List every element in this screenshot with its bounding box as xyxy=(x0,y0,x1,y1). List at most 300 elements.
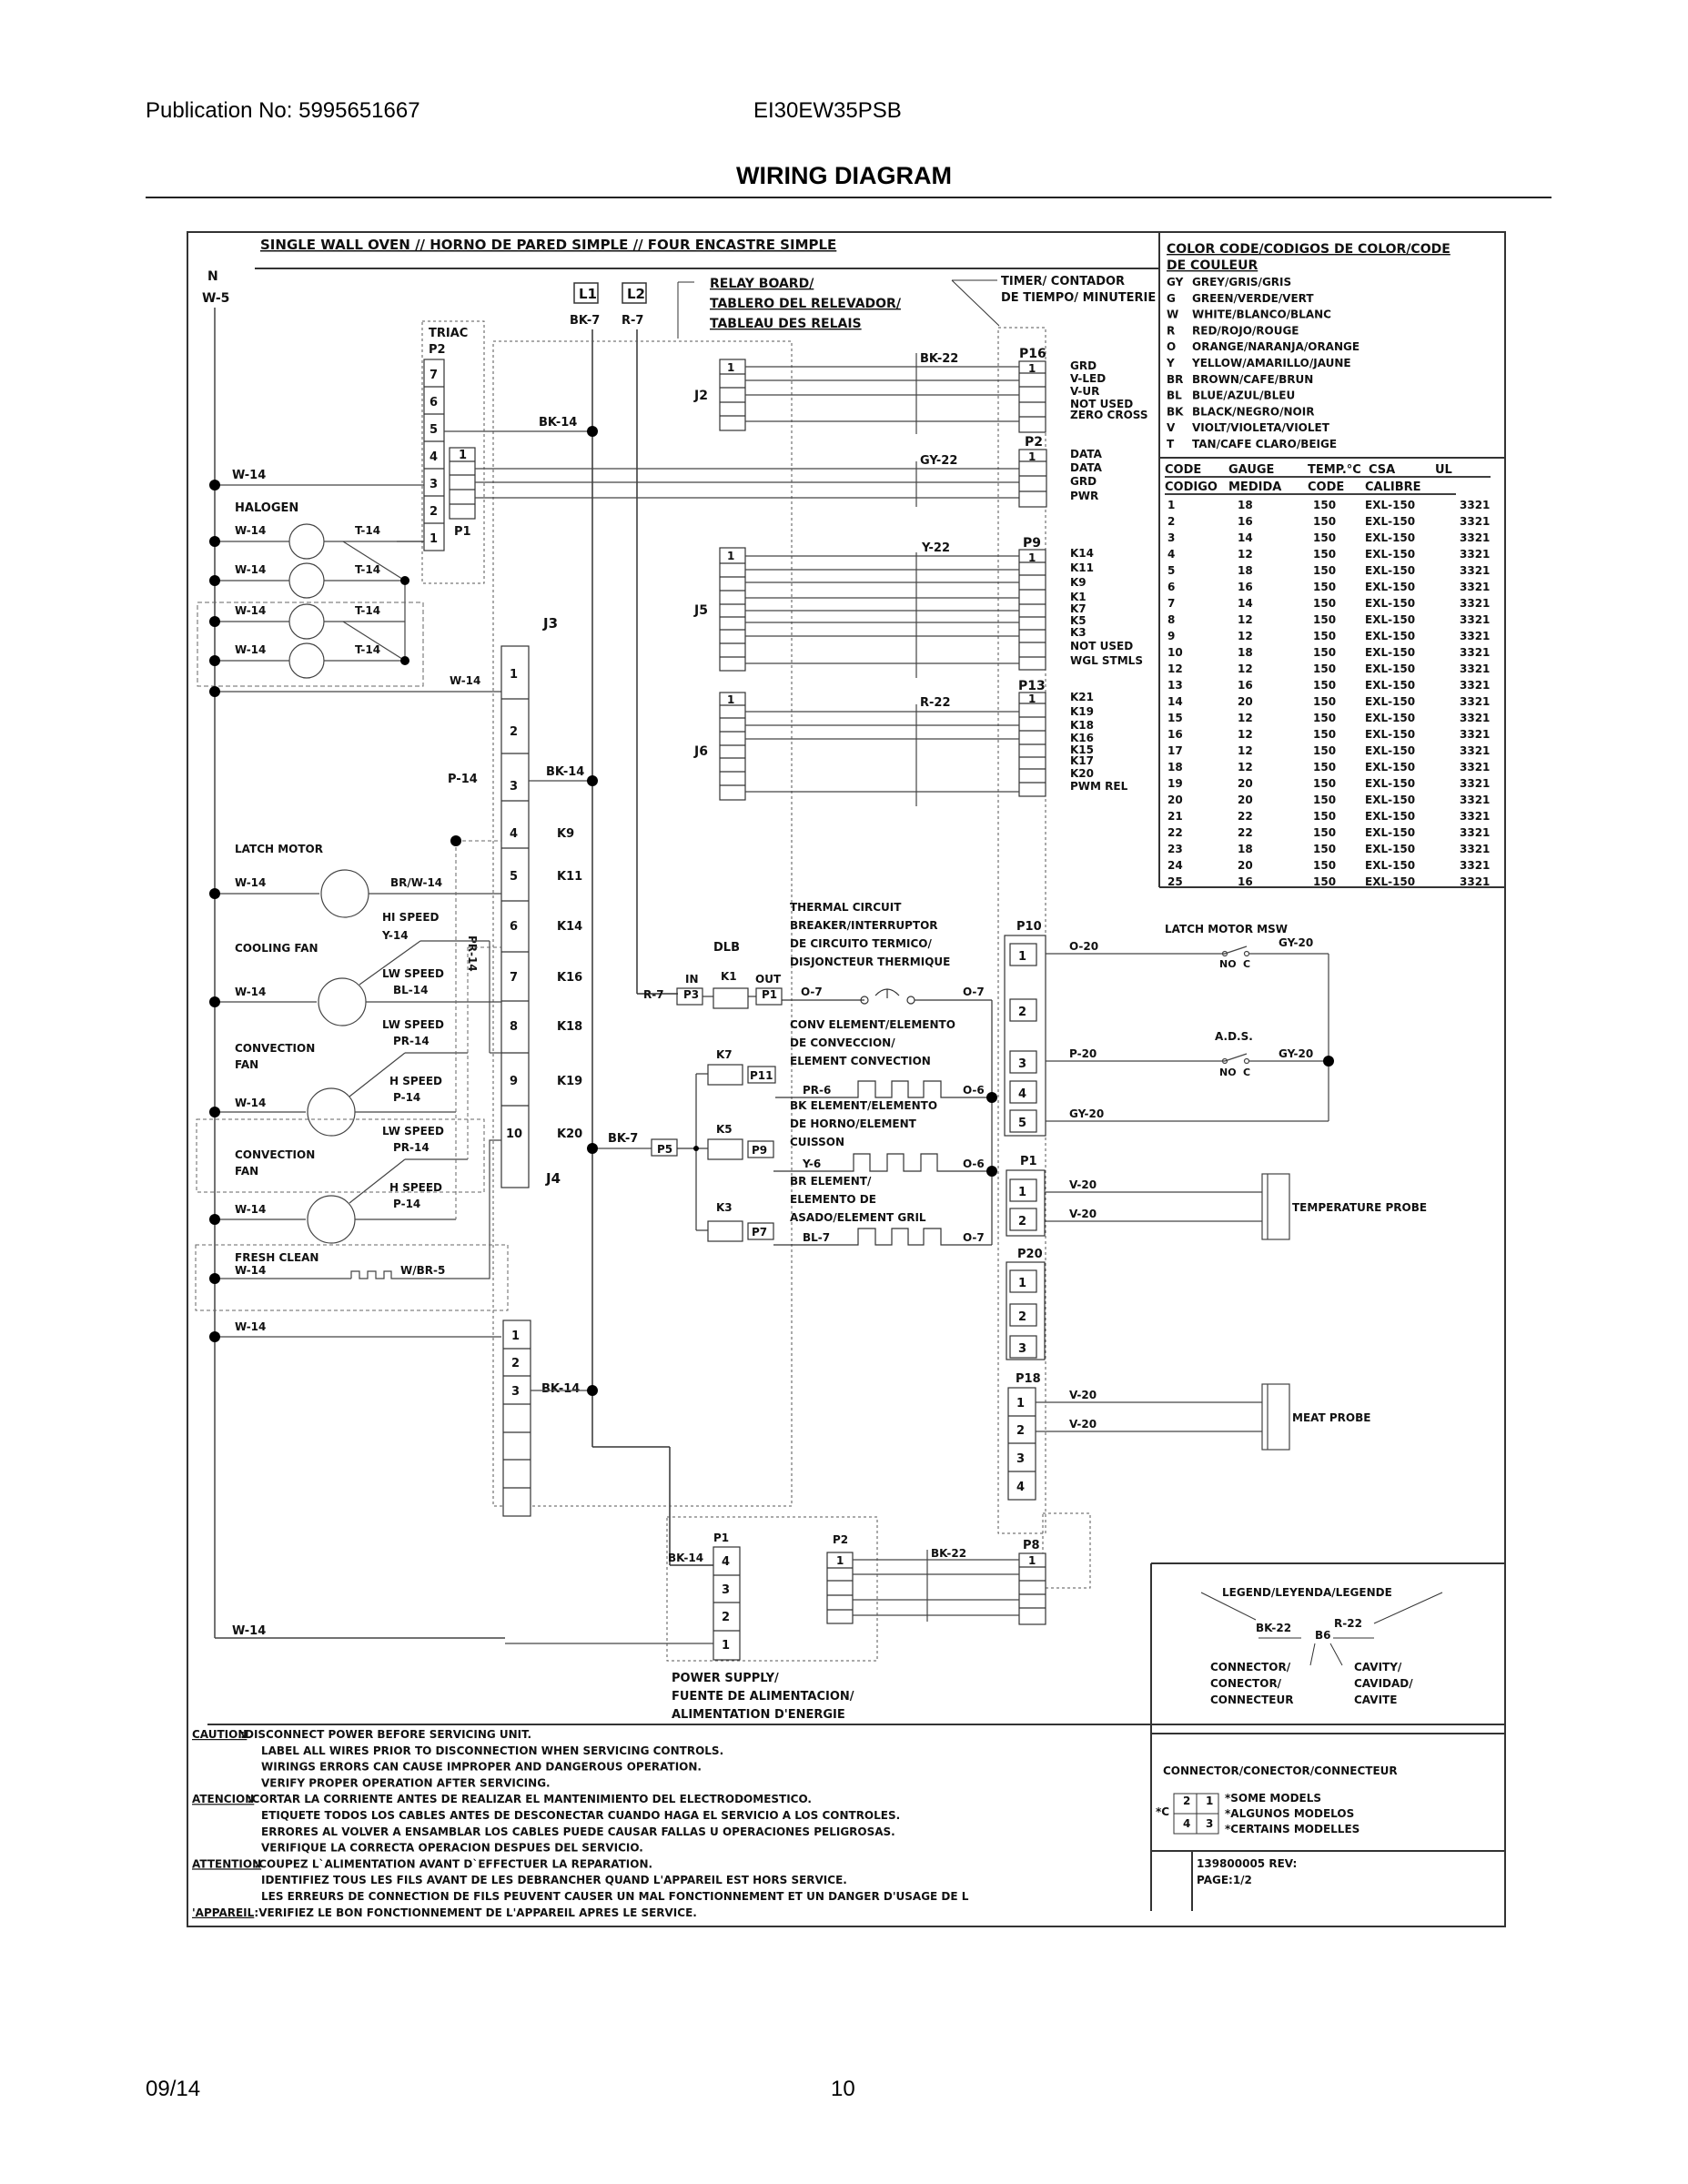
label-diagram-halogen-right_wire: T-14 xyxy=(355,604,381,617)
label-diagram-j3-relays-5: K14 xyxy=(557,920,583,934)
label-legend-cavity-0: CAVITY/ xyxy=(1354,1661,1402,1673)
label-diagram-p18-pins-0: 1 xyxy=(1016,1397,1026,1410)
label-diagram-j3-pins-9: 10 xyxy=(506,1127,523,1141)
label-diagram-halogen-left_wire: W-14 xyxy=(235,524,267,537)
label-diagram-cooling_fan-lw_label: LW SPEED xyxy=(382,967,444,980)
label-diagram-dlb-p_out: P1 xyxy=(762,988,778,1001)
gauge-value: 16 xyxy=(1238,875,1253,888)
label-diagram-br_element-lines-2: ASADO/ELEMENT GRIL xyxy=(790,1211,926,1224)
gauge-value: 12 xyxy=(1238,728,1253,741)
label-diagram-wire_labels-bk22: BK-22 xyxy=(920,352,959,366)
label-diagram-p2_timer-signals-1: DATA xyxy=(1070,461,1102,474)
color-code-key: BK xyxy=(1167,405,1184,419)
color-code-key: V xyxy=(1167,421,1176,435)
label-diagram-wire_labels-bk22: BK-22 xyxy=(931,1547,967,1560)
label-diagram-conv_element-lines-1: DE CONVECCION/ xyxy=(790,1036,895,1049)
label-diagram-wire_labels-y22: Y-22 xyxy=(922,541,950,555)
color-code-name: RED/ROJO/ROUGE xyxy=(1192,324,1299,338)
label-diagram-dlb-p_in: P3 xyxy=(683,988,700,1001)
label-diagram-bk_element-conn: P9 xyxy=(752,1144,768,1157)
label-diagram-triac-pins-1: 6 xyxy=(430,396,439,410)
label-diagram-wire_labels-bk14: BK-14 xyxy=(541,1382,581,1396)
gauge-code: 14 xyxy=(1167,695,1183,708)
label-legend-connector-2: CONNECTEUR xyxy=(1210,1694,1294,1706)
label-diagram-power_supply-p2_first: 1 xyxy=(836,1554,844,1567)
label-diagram-relay_board-2: TABLEAU DES RELAIS xyxy=(710,317,862,331)
ul-value: 3321 xyxy=(1460,695,1491,708)
color-code-key: W xyxy=(1167,308,1179,321)
label-diagram-j3-pins-0: 1 xyxy=(510,668,519,682)
gauge-code: 5 xyxy=(1167,564,1176,577)
csa-value: EXL-150 xyxy=(1365,515,1416,528)
label-diagram-bk_element-lines-2: CUISSON xyxy=(790,1136,845,1148)
ul-value: 3321 xyxy=(1460,712,1491,724)
label-diagram-cooling_fan-title: COOLING FAN xyxy=(235,942,318,955)
caution-line: VERIFIQUE LA CORRECTA OPERACION DESPUES DEL SERVICIO. xyxy=(261,1841,643,1855)
temp-code: 150 xyxy=(1313,646,1337,659)
label-diagram-p1_probe-label: P1 xyxy=(1020,1155,1037,1168)
ul-value: 3321 xyxy=(1460,564,1491,577)
label-diagram-j3-relays-8: K19 xyxy=(557,1075,583,1088)
label-diagram-thermal-1: BREAKER/INTERRUPTOR xyxy=(790,919,938,932)
label-color_code-title2: DE COULEUR xyxy=(1167,258,1258,273)
label-diagram-p10-label: P10 xyxy=(1016,920,1042,934)
caution-line: LABEL ALL WIRES PRIOR TO DISCONNECTION WHEN SERVICING CONTROLS. xyxy=(261,1744,724,1757)
gauge-value: 22 xyxy=(1238,810,1253,823)
label-diagram-conv_element-left: PR-6 xyxy=(803,1084,832,1097)
ul-value: 3321 xyxy=(1460,548,1491,561)
label-gauge_table-headers2-0: CODIGO xyxy=(1165,480,1218,494)
label-legend-right_wire: R-22 xyxy=(1334,1617,1362,1630)
label-diagram-p1_probe-wires-1: V-20 xyxy=(1069,1208,1097,1220)
label-diagram-j2-label: J2 xyxy=(694,389,708,403)
gauge-value: 12 xyxy=(1238,761,1253,774)
label-diagram-j3-relays-3: K9 xyxy=(557,827,575,841)
gauge-value: 18 xyxy=(1238,843,1253,855)
label-diagram-cooling_fan-hi_label: HI SPEED xyxy=(382,911,440,924)
label-diagram-p2_timer-signals-3: PWR xyxy=(1070,490,1099,502)
label-diagram-power_supply-p1_pins-3: 1 xyxy=(722,1639,731,1653)
label-diagram-wire_labels-p14: P-14 xyxy=(448,773,478,786)
caution-line: ETIQUETE TODOS LOS CABLES ANTES DE DESCONECTAR CUANDO HAGA EL SERVICIO A LOS CONTROLES. xyxy=(261,1809,901,1822)
label-diagram-ads-no: NO xyxy=(1219,1067,1237,1078)
label-diagram-cooling_fan-left: W-14 xyxy=(235,986,267,998)
label-gauge_table-headers2-3: CALIBRE xyxy=(1365,480,1421,494)
csa-value: EXL-150 xyxy=(1365,695,1416,708)
label-diagram-triac-pins-0: 7 xyxy=(430,369,439,382)
label-diagram-p9-label: P9 xyxy=(1023,536,1042,551)
gauge-code: 12 xyxy=(1167,662,1183,675)
gauge-code: 19 xyxy=(1167,777,1183,790)
label-diagram-latch_msw-no: NO xyxy=(1219,958,1237,970)
csa-value: EXL-150 xyxy=(1365,581,1416,593)
label-connector_box-prefix: *C xyxy=(1156,1805,1170,1818)
label-diagram-wire_labels-r7: R-7 xyxy=(643,988,664,1001)
label-diagram-p13-signals-6: K20 xyxy=(1070,767,1094,780)
csa-value: EXL-150 xyxy=(1365,777,1416,790)
label-diagram-halogen-left_wire: W-14 xyxy=(235,563,267,576)
label-diagram-p13-signals-3: K16 xyxy=(1070,732,1094,744)
label-diagram-power_supply-p1_pins-2: 2 xyxy=(722,1611,731,1624)
label-connector_box-notes-1: *ALGUNOS MODELOS xyxy=(1225,1807,1355,1820)
temp-code: 150 xyxy=(1313,826,1337,839)
color-code-title: COLOR CODE/CODIGOS DE COLOR/CODE xyxy=(1167,242,1450,257)
label-diagram-br_element-lines-1: ELEMENTO DE xyxy=(790,1193,876,1206)
ul-value: 3321 xyxy=(1460,662,1491,675)
color-code-key: T xyxy=(1167,438,1175,450)
revision-code: 139800005 REV: xyxy=(1197,1857,1298,1870)
csa-value: EXL-150 xyxy=(1365,662,1416,675)
label-diagram-latch_msw-right: GY-20 xyxy=(1279,936,1314,949)
label-diagram-br_element-right: O-7 xyxy=(963,1231,985,1244)
label-diagram-convection_fan_2-h_wire: P-14 xyxy=(393,1198,421,1210)
ul-value: 3321 xyxy=(1460,646,1491,659)
csa-value: EXL-150 xyxy=(1365,859,1416,872)
temp-code: 150 xyxy=(1313,712,1337,724)
label-diagram-convection_fan_1-title1: CONVECTION xyxy=(235,1042,316,1055)
label-diagram-p18-device: MEAT PROBE xyxy=(1292,1411,1371,1424)
ul-value: 3321 xyxy=(1460,499,1491,511)
gauge-code: 18 xyxy=(1167,761,1183,774)
label-diagram-wire_labels-bk14: BK-14 xyxy=(546,765,585,779)
ul-value: 3321 xyxy=(1460,761,1491,774)
label-diagram-power_supply-p2: P2 xyxy=(833,1533,849,1546)
gauge-value: 16 xyxy=(1238,679,1253,692)
label-diagram-j3-pins-4: 5 xyxy=(510,870,519,884)
label-diagram-halogen-right_wire: T-14 xyxy=(355,524,381,537)
label-diagram-power_supply-p1_pins-0: 4 xyxy=(722,1555,731,1569)
gauge-code: 13 xyxy=(1167,679,1183,692)
label-legend-cavity_code: B6 xyxy=(1315,1629,1331,1642)
gauge-code: 20 xyxy=(1167,794,1183,806)
label-diagram-p9-signals-4: K7 xyxy=(1070,602,1087,615)
label-diagram-convection_fan_1-h_wire: P-14 xyxy=(393,1091,421,1104)
label-diagram-dlb-relay: K1 xyxy=(721,970,737,983)
caution-line: ERRORES AL VOLVER A ENSAMBLAR LOS CABLES PUEDE CAUSAR FALLAS U OPERACIONES PELIGROSAS. xyxy=(261,1825,895,1838)
label-diagram-br_element-lines-0: BR ELEMENT/ xyxy=(790,1175,872,1188)
temp-code: 150 xyxy=(1313,761,1337,774)
label-diagram-power_supply-p1_pins-1: 3 xyxy=(722,1583,731,1597)
label-diagram-j3-pins-7: 8 xyxy=(510,1020,519,1034)
label-diagram-halogen-left_wire: W-14 xyxy=(235,604,267,617)
label-diagram-thermal-3: DISJONCTEUR THERMIQUE xyxy=(790,956,951,968)
gauge-value: 18 xyxy=(1238,499,1253,511)
label-diagram-j5-first: 1 xyxy=(727,550,735,562)
gauge-value: 20 xyxy=(1238,794,1253,806)
caution-heading: 'APPAREIL xyxy=(192,1906,255,1919)
temp-code: 150 xyxy=(1313,695,1337,708)
label-diagram-latch_msw-c: C xyxy=(1243,958,1251,970)
label-diagram-latch_msw-left: O-20 xyxy=(1069,940,1099,953)
color-code-name: BLACK/NEGRO/NOIR xyxy=(1192,405,1315,419)
label-diagram-timer-0: TIMER/ CONTADOR xyxy=(1001,275,1126,288)
label-diagram-j3-relays-4: K11 xyxy=(557,870,583,884)
csa-value: EXL-150 xyxy=(1365,728,1416,741)
label-gauge_table-headers1-3: CSA xyxy=(1369,463,1396,477)
label-connector_box-grid-3: 3 xyxy=(1206,1817,1214,1830)
label-diagram-wire_labels-w14: W-14 xyxy=(235,1320,267,1333)
gauge-value: 12 xyxy=(1238,548,1253,561)
label-diagram-p20-pins-1: 2 xyxy=(1018,1310,1027,1324)
ul-value: 3321 xyxy=(1460,613,1491,626)
label-diagram-j3-pins-6: 7 xyxy=(510,971,519,985)
label-diagram-p10-pins-0: 1 xyxy=(1018,950,1027,964)
label-diagram-convection_fan_1-left: W-14 xyxy=(235,1097,267,1109)
ul-value: 3321 xyxy=(1460,859,1491,872)
gauge-value: 16 xyxy=(1238,581,1253,593)
label-diagram-p2_timer-first: 1 xyxy=(1028,450,1036,463)
gauge-value: 12 xyxy=(1238,712,1253,724)
label-diagram-halogen-right_wire: T-14 xyxy=(355,643,381,656)
label-diagram-j6-label: J6 xyxy=(694,744,708,759)
temp-code: 150 xyxy=(1313,531,1337,544)
label-diagram-p5: P5 xyxy=(657,1143,673,1156)
label-diagram-p18-wires-0: V-20 xyxy=(1069,1389,1097,1401)
ul-value: 3321 xyxy=(1460,515,1491,528)
gauge-code: 16 xyxy=(1167,728,1183,741)
label-diagram-convection_fan_2-left: W-14 xyxy=(235,1203,267,1216)
caution-line: VERIFY PROPER OPERATION AFTER SERVICING. xyxy=(261,1776,551,1790)
label-diagram-halogen-left_wire: W-14 xyxy=(235,643,267,656)
gauge-code: 25 xyxy=(1167,875,1183,888)
label-diagram-neutral-label: N xyxy=(207,269,218,284)
csa-value: EXL-150 xyxy=(1365,630,1416,642)
label-diagram-p16-signals-0: GRD xyxy=(1070,359,1097,372)
label-diagram-p16-signals-3: NOT USED xyxy=(1070,398,1134,410)
label-diagram-j3-pins-2: 3 xyxy=(510,780,519,794)
label-diagram-wire_labels-r22: R-22 xyxy=(920,696,951,710)
label-diagram-j5-label: J5 xyxy=(694,603,708,618)
label-diagram-power_supply-lines-2: ALIMENTATION D'ENERGIE xyxy=(672,1708,845,1722)
ul-value: 3321 xyxy=(1460,744,1491,757)
gauge-value: 22 xyxy=(1238,826,1253,839)
label-diagram-p2_timer-signals-0: DATA xyxy=(1070,448,1102,460)
gauge-code: 3 xyxy=(1167,531,1176,544)
label-diagram-cooling_fan-hi_wire: Y-14 xyxy=(382,929,409,942)
gauge-code: 23 xyxy=(1167,843,1183,855)
label-diagram-triac-p1_first: 1 xyxy=(459,449,468,462)
label-diagram-p9-signals-2: K9 xyxy=(1070,576,1087,589)
temp-code: 150 xyxy=(1313,679,1337,692)
label-diagram-p9-signals-6: K3 xyxy=(1070,626,1087,639)
label-diagram-p10-pins-3: 4 xyxy=(1018,1087,1027,1101)
gauge-code: 4 xyxy=(1167,548,1176,561)
csa-value: EXL-150 xyxy=(1365,744,1416,757)
label-diagram-latch_motor-right: BR/W-14 xyxy=(390,876,443,889)
label-diagram-latch_msw-title: LATCH MOTOR MSW xyxy=(1165,923,1288,935)
label-diagram-bk_element-lines-1: DE HORNO/ELEMENT xyxy=(790,1117,916,1130)
label-diagram-wire_labels-w14: W-14 xyxy=(232,469,267,482)
csa-value: EXL-150 xyxy=(1365,613,1416,626)
label-diagram-p13-signals-5: K17 xyxy=(1070,754,1094,767)
label-diagram-j2-first: 1 xyxy=(727,361,735,374)
label-diagram-p9-signals-7: NOT USED xyxy=(1070,640,1134,652)
color-code-name: ORANGE/NARANJA/ORANGE xyxy=(1192,340,1360,354)
label-diagram-fresh_clean-title: FRESH CLEAN xyxy=(235,1251,319,1264)
label-diagram-cooling_fan-lw_wire: BL-14 xyxy=(393,984,429,996)
label-diagram-convection_fan_2-title2: FAN xyxy=(235,1165,259,1178)
label-connector_box-grid-0: 2 xyxy=(1183,1795,1191,1807)
label-diagram-p16-label: P16 xyxy=(1019,347,1046,361)
label-legend-connector-1: CONECTOR/ xyxy=(1210,1677,1282,1690)
label-diagram-ads-right: GY-20 xyxy=(1279,1047,1314,1060)
label-diagram-convection_fan_2-lw_wire: PR-14 xyxy=(393,1141,430,1154)
label-diagram-triac-pins-3: 4 xyxy=(430,450,439,464)
label-diagram-p13-first: 1 xyxy=(1028,693,1036,705)
label-diagram-wire_labels-gy22: GY-22 xyxy=(920,454,958,468)
ul-value: 3321 xyxy=(1460,728,1491,741)
label-connector_box-notes-2: *CERTAINS MODELLES xyxy=(1225,1823,1360,1835)
legend-title: LEGEND/LEYENDA/LEGENDE xyxy=(1222,1586,1392,1599)
label-diagram-power_supply-lines-1: FUENTE DE ALIMENTACION/ xyxy=(672,1690,854,1704)
csa-value: EXL-150 xyxy=(1365,597,1416,610)
color-code-name: BROWN/CAFE/BRUN xyxy=(1192,372,1314,386)
label-diagram-p9-signals-8: WGL STMLS xyxy=(1070,654,1143,667)
label-gauge_table-headers1-0: CODE xyxy=(1165,463,1202,477)
temp-code: 150 xyxy=(1313,662,1337,675)
label-diagram-lines-l1_wire: BK-7 xyxy=(570,314,601,328)
gauge-code: 22 xyxy=(1167,826,1183,839)
label-diagram-wire_labels-pr14_vertical: PR-14 xyxy=(466,935,479,972)
caution-line: :VERIFIEZ LE BON FONCTIONNEMENT DE L'APPAREIL APRES LE SERVICE. xyxy=(254,1906,697,1919)
label-diagram-thermal-0: THERMAL CIRCUIT xyxy=(790,901,902,914)
label-gauge_table-headers2-2: CODE xyxy=(1308,480,1345,494)
color-code-key: G xyxy=(1167,291,1176,305)
label-diagram-p18-wires-1: V-20 xyxy=(1069,1418,1097,1431)
label-diagram-relay_board-0: RELAY BOARD/ xyxy=(710,277,814,291)
label-diagram-br_element-relay: K3 xyxy=(716,1201,733,1214)
label-diagram-wire_labels-bk7: BK-7 xyxy=(608,1132,639,1146)
label-diagram-timer-1: DE TIEMPO/ MINUTERIE xyxy=(1001,291,1157,305)
gauge-value: 12 xyxy=(1238,744,1253,757)
gauge-code: 21 xyxy=(1167,810,1183,823)
csa-value: EXL-150 xyxy=(1365,564,1416,577)
l1-terminal: L1 xyxy=(579,286,597,302)
diagram-banner: SINGLE WALL OVEN // HORNO DE PARED SIMPLE // FOUR ENCASTRE SIMPLE xyxy=(260,237,837,253)
temp-code: 150 xyxy=(1313,548,1337,561)
label-diagram-wire_labels-bk14: BK-14 xyxy=(539,416,578,430)
label-diagram-p20-pins-2: 3 xyxy=(1018,1342,1027,1356)
label-diagram-wire_labels-w14: W-14 xyxy=(232,1624,267,1638)
csa-value: EXL-150 xyxy=(1365,646,1416,659)
label-diagram-fresh_clean-right: W/BR-5 xyxy=(400,1264,446,1277)
label-diagram-triac-pins-5: 2 xyxy=(430,505,439,519)
label-diagram-j3-pins-1: 2 xyxy=(510,725,519,739)
gauge-value: 18 xyxy=(1238,564,1253,577)
caution-heading: ATTENTION xyxy=(192,1857,262,1871)
label-diagram-relay_board-1: TABLERO DEL RELEVADOR/ xyxy=(710,297,901,311)
caution-line: :DISCONNECT POWER BEFORE SERVICING UNIT. xyxy=(240,1728,532,1741)
label-diagram-j3-relays-9: K20 xyxy=(557,1127,583,1141)
label-diagram-j3-pins-3: 4 xyxy=(510,827,519,841)
publication-number: Publication No: 5995651667 xyxy=(146,98,420,123)
gauge-code: 9 xyxy=(1167,630,1176,642)
ul-value: 3321 xyxy=(1460,581,1491,593)
model-number: EI30EW35PSB xyxy=(753,98,902,123)
label-diagram-p9-signals-3: K1 xyxy=(1070,591,1087,603)
gauge-value: 14 xyxy=(1238,531,1253,544)
color-code-name: WHITE/BLANCO/BLANC xyxy=(1192,308,1331,321)
label-diagram-p16-first: 1 xyxy=(1028,362,1036,375)
label-diagram-wire_labels-bk14: BK-14 xyxy=(668,1552,704,1564)
gauge-value: 20 xyxy=(1238,695,1253,708)
ul-value: 3321 xyxy=(1460,843,1491,855)
color-code-key: R xyxy=(1167,324,1176,338)
label-connector_box-notes-0: *SOME MODELS xyxy=(1225,1792,1322,1805)
label-diagram-lines-l2_wire: R-7 xyxy=(622,314,644,328)
label-legend-connector-0: CONNECTOR/ xyxy=(1210,1661,1291,1673)
label-diagram-halogen-right_wire: T-14 xyxy=(355,563,381,576)
label-diagram-thermal_wires-right: O-7 xyxy=(963,986,985,998)
label-diagram-j4-pins-1: 2 xyxy=(511,1357,521,1370)
label-diagram-conv_element-relay: K7 xyxy=(716,1048,733,1061)
page-title: WIRING DIAGRAM xyxy=(736,162,952,189)
label-diagram-j4-label: J4 xyxy=(546,1170,561,1187)
label-diagram-p9-signals-5: K5 xyxy=(1070,614,1087,627)
label-diagram-p18-label: P18 xyxy=(1016,1372,1041,1386)
label-diagram-convection_fan_2-h_label: H SPEED xyxy=(389,1181,443,1194)
label-diagram-p18-pins-2: 3 xyxy=(1016,1452,1026,1466)
label-diagram-p1_probe-device: TEMPERATURE PROBE xyxy=(1292,1201,1428,1214)
temp-code: 150 xyxy=(1313,744,1337,757)
label-gauge_table-headers1-2: TEMP.°C xyxy=(1308,463,1361,477)
csa-value: EXL-150 xyxy=(1365,761,1416,774)
temp-code: 150 xyxy=(1313,875,1337,888)
temp-code: 150 xyxy=(1313,515,1337,528)
ul-value: 3321 xyxy=(1460,531,1491,544)
label-diagram-convection_fan_1-title2: FAN xyxy=(235,1058,259,1071)
gauge-value: 12 xyxy=(1238,662,1253,675)
label-legend-cavity-2: CAVITE xyxy=(1354,1694,1398,1706)
ul-value: 3321 xyxy=(1460,794,1491,806)
csa-value: EXL-150 xyxy=(1365,810,1416,823)
label-diagram-p20-label: P20 xyxy=(1017,1248,1043,1261)
gauge-code: 1 xyxy=(1167,499,1176,511)
gauge-code: 15 xyxy=(1167,712,1183,724)
label-diagram-p18-pins-3: 4 xyxy=(1016,1481,1026,1494)
label-legend-cavity-1: CAVIDAD/ xyxy=(1354,1677,1413,1690)
label-diagram-p13-label: P13 xyxy=(1018,679,1046,693)
label-diagram-conv_element-lines-2: ELEMENT CONVECTION xyxy=(790,1055,931,1067)
color-code-key: Y xyxy=(1167,357,1175,369)
label-diagram-thermal-2: DE CIRCUITO TERMICO/ xyxy=(790,937,932,950)
label-diagram-p1_probe-wires-0: V-20 xyxy=(1069,1178,1097,1191)
label-diagram-p13-signals-0: K21 xyxy=(1070,691,1094,703)
color-code-key: GY xyxy=(1167,276,1184,288)
color-code-name: VIOLT/VIOLETA/VIOLET xyxy=(1192,421,1329,435)
label-diagram-p13-signals-7: PWM REL xyxy=(1070,780,1128,793)
gauge-value: 12 xyxy=(1238,630,1253,642)
label-diagram-triac-connector: P2 xyxy=(429,343,446,357)
csa-value: EXL-150 xyxy=(1365,531,1416,544)
label-diagram-p1_probe-pins-0: 1 xyxy=(1018,1186,1027,1199)
ul-value: 3321 xyxy=(1460,826,1491,839)
label-diagram-power_supply-p1: P1 xyxy=(713,1532,730,1544)
footer-date: 09/14 xyxy=(146,2077,201,2101)
label-diagram-power_supply-p8: P8 xyxy=(1023,1539,1040,1552)
csa-value: EXL-150 xyxy=(1365,548,1416,561)
label-diagram-neutral-wire: W-5 xyxy=(202,291,230,306)
gauge-value: 20 xyxy=(1238,859,1253,872)
label-diagram-conv_element-lines-0: CONV ELEMENT/ELEMENTO xyxy=(790,1018,955,1031)
label-diagram-ads-c: C xyxy=(1243,1067,1251,1078)
caution-line: IDENTIFIEZ TOUS LES FILS AVANT DE LES DEBRANCHER QUAND L'APPAREIL EST HORS SERVICE. xyxy=(261,1874,847,1887)
ul-value: 3321 xyxy=(1460,679,1491,692)
label-connector_box-grid-2: 4 xyxy=(1183,1817,1191,1830)
label-diagram-j3-label: J3 xyxy=(543,615,559,632)
label-diagram-p18-pins-1: 2 xyxy=(1016,1424,1026,1438)
label-diagram-j3-relays-6: K16 xyxy=(557,971,583,985)
